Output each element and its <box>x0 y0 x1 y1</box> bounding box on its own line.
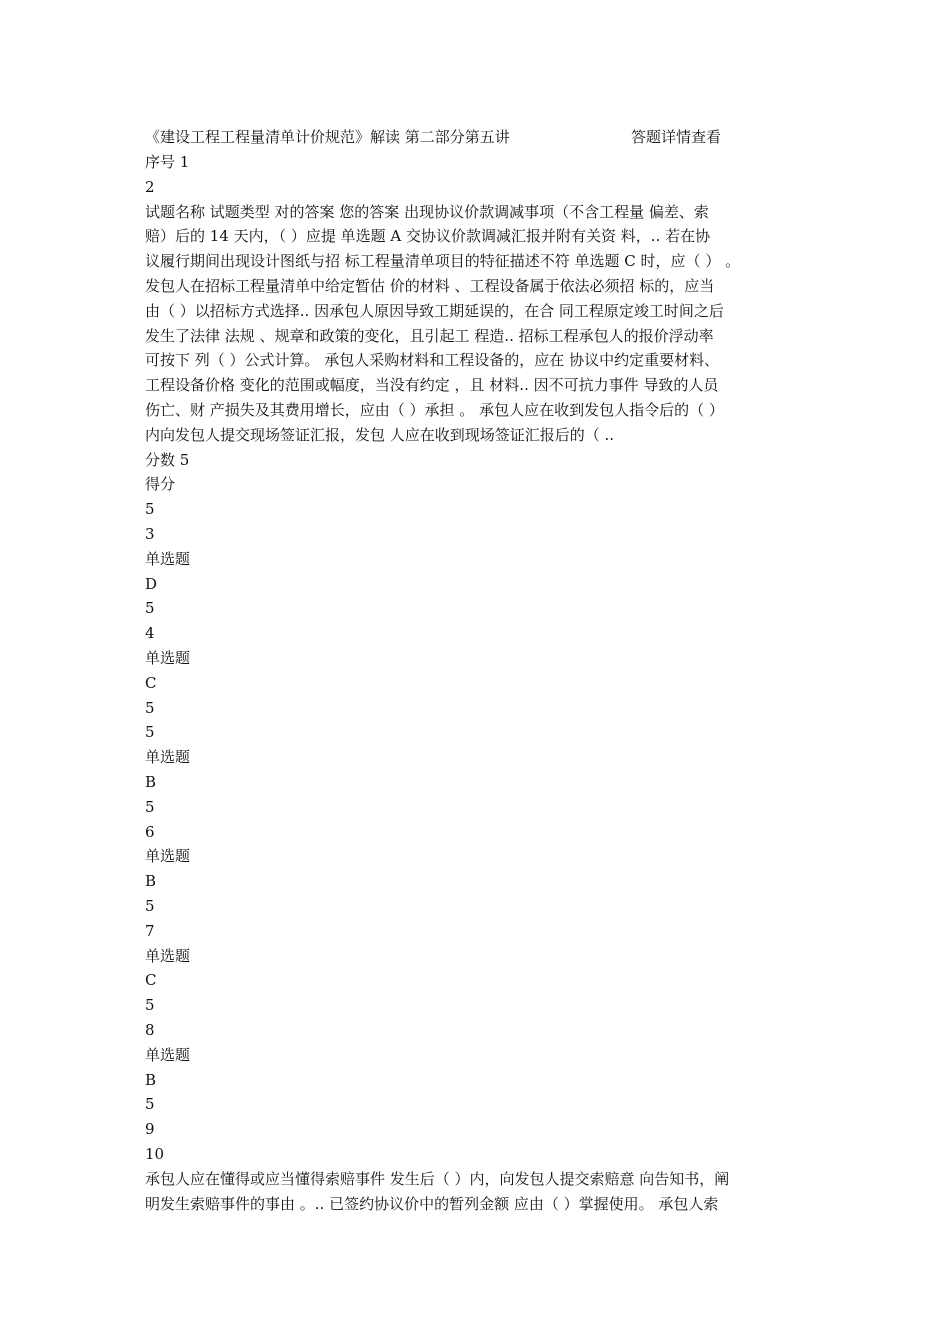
text-line: 8 <box>145 1021 155 1039</box>
text-line: 3 <box>145 525 155 543</box>
text-line: C <box>145 971 157 990</box>
text-line: 内向发包人提交现场签证汇报，发包 人应在收到现场签证汇报后的（ .. <box>145 425 615 444</box>
text-line: 单选题 <box>145 748 191 767</box>
text-line: 5 <box>145 500 155 519</box>
text-line: 5 <box>145 897 155 915</box>
text-line: 5 <box>145 797 155 816</box>
answer-details-heading: 答题详情查看 <box>631 128 722 146</box>
text-line: 明发生索赔事件的事由 。.. 已签约协议价中的暂列金额 应由（ ）掌握使用。 承包人索 <box>145 1194 719 1213</box>
text-line: 分数 5 <box>145 450 190 469</box>
text-line: 5 <box>145 1095 155 1114</box>
text-line: 工程设备价格 变化的范围或幅度，当没有约定 ，且 材料.. 因不可抗力事件 导致的人员 <box>145 376 719 395</box>
text-line: 可按下 列（ ）公式计算。 承包人采购材料和工程设备的，应在 协议中约定重要材料、 <box>145 351 720 370</box>
text-line: 由（ ）以招标方式选择.. 因承包人原因导致工期延误的，在合 同工程原定竣工时间之后 <box>145 301 724 320</box>
text-line: D <box>145 574 158 593</box>
text-line: 5 <box>145 599 155 618</box>
text-line: 单选题 <box>145 649 191 667</box>
document-title: 《建设工程工程量清单计价规范》解读 第二部分第五讲 <box>145 128 510 146</box>
text-line: 4 <box>145 624 155 643</box>
text-line: 7 <box>145 921 155 940</box>
text-line: B <box>145 872 157 891</box>
text-line: 赔）后的 14 天内，（ ）应提 单选题 A 交协议价款调减汇报并附有关资 料，.. 若在协 <box>145 227 711 246</box>
text-line: 10 <box>145 1145 165 1163</box>
text-line: 6 <box>145 822 155 841</box>
text-line: 发生了法律 法规 、规章和政策的变化，且引起工 程造.. 招标工程承包人的报价浮动率 <box>145 326 714 345</box>
text-line: 发包人在招标工程量清单中给定暂估 价的材料 、工程设备属于依法必须招 标的，应当 <box>145 277 715 295</box>
text-line: 5 <box>145 723 155 742</box>
text-line: 序号 1 <box>145 153 190 171</box>
text-line: 得分 <box>145 475 176 494</box>
text-line: 议履行期间出现设计图纸与招 标工程量清单项目的特征描述不符 单选题 C 时，应（ ） 。 <box>145 252 741 271</box>
text-line: 2 <box>145 177 155 196</box>
text-line: 单选题 <box>145 847 191 866</box>
text-line: 试题名称 试题类型 对的答案 您的答案 出现协议价款调减事项（不含工程量 偏差、索 <box>145 202 709 221</box>
text-line: B <box>145 773 157 791</box>
text-line: 伤亡、财 产损失及其费用增长，应由（ ）承担 。 承包人应在收到发包人指令后的（ ） <box>145 401 724 419</box>
text-line: 承包人应在懂得或应当懂得索赔事件 发生后（ ）内，向发包人提交索赔意 向告知书，阐 <box>145 1169 730 1188</box>
text-line: C <box>145 673 157 692</box>
text-line: 单选题 <box>145 946 191 965</box>
text-line: 5 <box>145 996 155 1015</box>
text-line: 9 <box>145 1120 155 1139</box>
text-line: 5 <box>145 698 155 717</box>
text-line: 单选题 <box>145 1045 191 1064</box>
text-line: 单选题 <box>145 549 191 568</box>
text-line: B <box>145 1070 157 1089</box>
